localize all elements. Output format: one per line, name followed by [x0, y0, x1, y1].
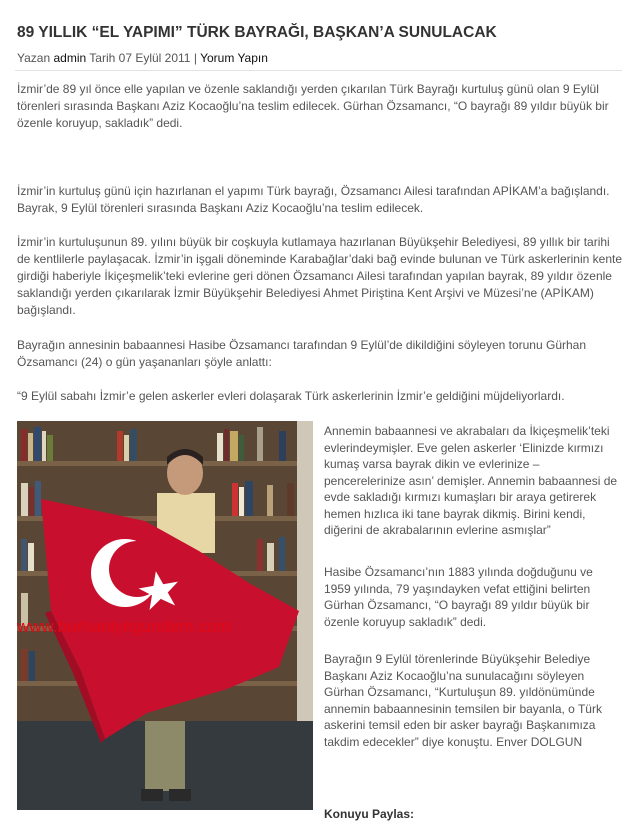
side-paragraph-birth: Hasibe Özsamancı’nın 1883 yılında doğduğunu ve 1959 yılında, 79 yaşındayken vefat ettiğini belirten Gürhan Özsamancı, “O bayrağı 89 yıldır büyük bir özenle koruyup sakladık” dedi. — [324, 565, 593, 629]
paragraph-quote-start: “9 Eylül sabahı İzmir’e gelen askerler evleri dolaşarak Türk askerlerinin İzmir’e geldiğini müjdeliyorlardı. — [17, 389, 565, 403]
article-photo — [17, 421, 313, 810]
title-divider — [15, 70, 622, 71]
share-label: Konuyu Paylas: — [324, 807, 415, 821]
author-link[interactable]: admin — [53, 51, 87, 65]
side-paragraph-story: Annemin babaannesi ve akrabaları da İkiçeşmelik’teki evlerindeymişler. Eve gelen askerler ‘Elinizde kırmızı kumaş varsa bayrak dikin ve evlerinize – pencerelerinize asın’ demişler. Annemin babaannesi de evde sakladığı kırmızı kumaşları bir araya getirerek hemen hızlıca iki tane bayrak dikmiş. Birini kendi, diğerini de akrabalarının evlerine asmışlar” — [324, 424, 618, 537]
paragraph-intro: İzmir’de 89 yıl önce elle yapılan ve özenle saklandığı yerden çıkarılan Türk Bayrağı kurtuluş günü olan 9 Eylül törenleri sırasında Başkanı Aziz Kocaoğlu’na teslim edilecek. Gürhan Özsamancı, “O bayrağı 89 yıldır büyük bir özenle koruyup, sakladık” dedi. — [17, 82, 609, 130]
article-title: 89 YILLIK “EL YAPIMI” TÜRK BAYRAĞI, BAŞKAN’A SUNULACAK — [17, 24, 497, 41]
meta-separator: | — [193, 51, 197, 65]
side-paragraph-ceremony: Bayrağın 9 Eylül törenlerinde Büyükşehir Belediye Başkanı Aziz Kocaoğlu’na sunulacağını söyleyen Gürhan Özsamancı, “Kurtuluşun 89. yıldönümünde annemin babaannesinin temsilen bir bayanla, o Türk askerini temsil eden bir asker bayrağı Başkanımıza takdim edecekler” diye konuştu. Enver DOLGUN — [324, 652, 602, 749]
photo-watermark: www.burhaniyegundem.com — [17, 617, 231, 636]
paragraph-donation: İzmir’in kurtuluş günü için hazırlanan el yapımı Türk bayrağı, Özsamancı Ailesi tarafından APİKAM’a bağışlandı. Bayrak, 9 Eylül törenleri sırasında Başkanı Aziz Kocaoğlu’na teslim edilecek. — [17, 184, 610, 215]
paragraph-history: İzmir’in kurtuluşunun 89. yılını büyük bir coşkuyla kutlamaya hazırlanan Büyükşehir Belediyesi, 89 yıllık bir tarihi de kentlilerle paylaşacak. İzmir’in işgali döneminde Karabağlar’daki bağ evinde bulunan ve Türk askerlerinin kente girdiği haberiyle İkiçeşmelik’teki evlerine geri dönen Özsamancı Ailesi tarafından yapılan bayrak, 89 yıldır özenle saklandığı yerden çıkarılarak İzmir Büyükşehir Belediyesi Ahmet Piriştina Kent Arşivi ve Müzesi’ne (APİKAM) bağışlandı. — [17, 235, 623, 317]
comment-link[interactable]: Yorum Yapın — [200, 51, 268, 65]
paragraph-grandson: Bayrağın annesinin babaannesi Hasibe Özsamancı tarafından 9 Eylül’de dikildiğini söyleyen torunu Gürhan Özsamancı (24) o gün yaşananları şöyle anlattı: — [17, 338, 587, 369]
photo-illustration — [17, 421, 313, 810]
post-date: Tarih 07 Eylül 2011 — [89, 51, 191, 65]
author-prefix: Yazan — [17, 51, 51, 65]
article-meta — [17, 51, 268, 65]
